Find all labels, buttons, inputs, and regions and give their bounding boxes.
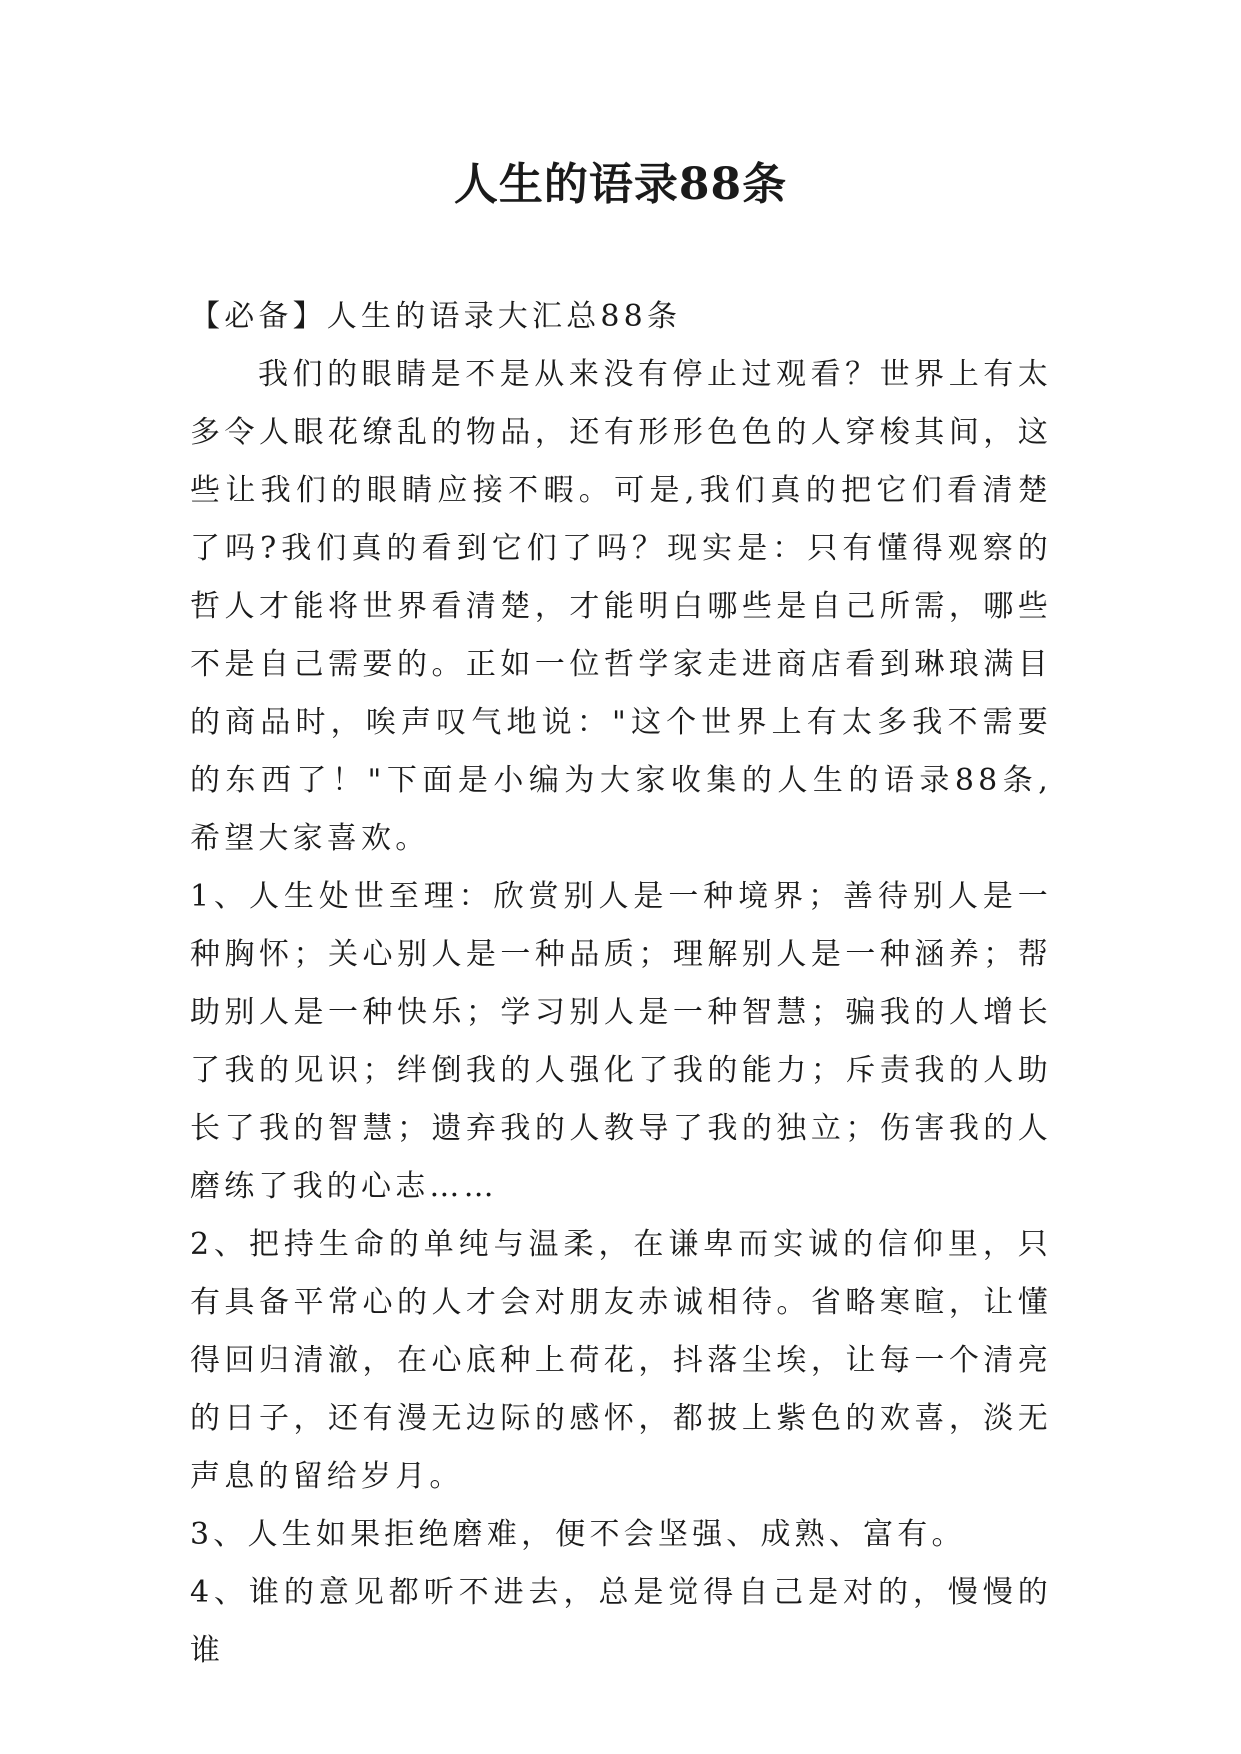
page-title: 人生的语录88条 [453,159,788,210]
list-item: 2、把持生命的单纯与温柔，在谦卑而实诚的信仰里，只有具备平常心的人才会对朋友赤诚相待。省略寒暄，让懂得回归清澈，在心底种上荷花，抖落尘埃，让每一个清亮的日子，还有漫无边际的感怀，都披上紫色的欢喜，淡无声息的留给岁月。 [190,1227,1052,1494]
list-item: 3、人生如果拒绝磨难，便不会坚强、成熟、富有。 [190,1517,966,1552]
list-item: 4、谁的意见都听不进去，总是觉得自己是对的，慢慢的谁 [190,1575,1052,1668]
document-body [190,288,1052,1680]
list-item: 1、人生处世至理：欣赏别人是一种境界；善待别人是一种胸怀；关心别人是一种品质；理解别人是一种涵养；帮助别人是一种快乐；学习别人是一种智慧；骗我的人增长了我的见识；绊倒我的人强化了我的能力；斥责我的人助长了我的智慧；遗弃我的人教导了我的独立；伤害我的人磨练了我的心志…… [190,879,1052,1204]
subtitle: 【必备】人生的语录大汇总88条 [190,299,682,334]
intro-paragraph: 我们的眼睛是不是从来没有停止过观看？世界上有太多令人眼花缭乱的物品，还有形形色色的人穿梭其间，这些让我们的眼睛应接不暇。可是,我们真的把它们看清楚了吗?我们真的看到它们了吗？现实是：只有懂得观察的哲人才能将世界看清楚，才能明白哪些是自己所需，哪些不是自己需要的。正如一位哲学家走进商店看到琳琅满目的商品时，唉声叹气地说："这个世界上有太多我不需要的东西了！"下面是小编为大家收集的人生的语录88条,希望大家喜欢。 [190,357,1052,856]
